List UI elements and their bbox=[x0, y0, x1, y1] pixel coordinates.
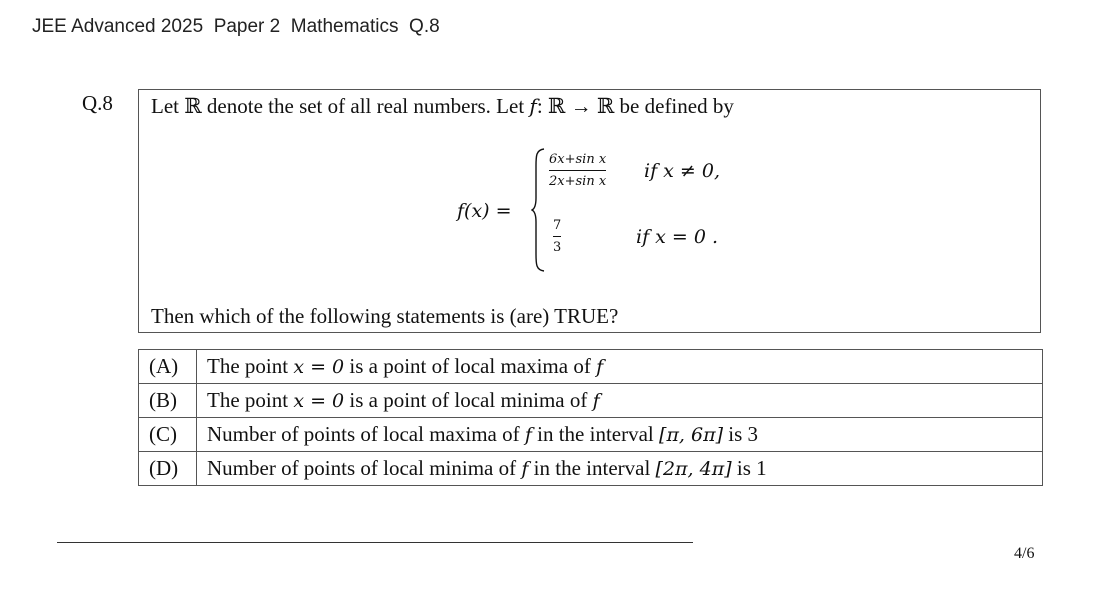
option-tail-text: is 1 bbox=[731, 456, 767, 480]
question-number: Q.8 bbox=[82, 91, 113, 115]
case1-condition: if x ≠ 0, bbox=[644, 160, 720, 182]
question-followup: Then which of the following statements is (are) TRUE? bbox=[151, 304, 619, 328]
option-text-pre: Number of points of local maxima of bbox=[207, 422, 525, 446]
option-text-post: is a point of local maxima of bbox=[344, 354, 597, 378]
option-math: x = 0 bbox=[293, 356, 345, 378]
option-label: (B) bbox=[139, 384, 197, 418]
option-text bbox=[197, 384, 1043, 418]
case2-condition: if x = 0 . bbox=[636, 226, 719, 248]
option-row-c[interactable] bbox=[139, 418, 1043, 452]
option-math: f bbox=[524, 424, 532, 446]
case2-denominator: 3 bbox=[553, 240, 562, 255]
question-stem bbox=[151, 94, 734, 119]
stem-text-1: Let ℝ denote the set of all real numbers. Let bbox=[151, 94, 530, 118]
option-text-post: is a point of local minima of bbox=[344, 388, 593, 412]
option-tail-math: [2π, 4π] bbox=[655, 458, 732, 480]
footer-rule bbox=[57, 542, 693, 543]
option-text-pre: The point bbox=[207, 354, 294, 378]
case1-denominator: 2x+sin x bbox=[549, 174, 607, 189]
case1-fraction bbox=[549, 152, 606, 189]
option-math: x = 0 bbox=[293, 390, 345, 412]
option-row-d[interactable] bbox=[139, 452, 1043, 486]
question-box bbox=[138, 89, 1041, 333]
option-tail-math: f bbox=[596, 356, 604, 378]
stem-text-2: : ℝ → ℝ be defined by bbox=[536, 94, 734, 118]
option-text-pre: Number of points of local minima of bbox=[207, 456, 522, 480]
option-text-pre: The point bbox=[207, 388, 294, 412]
option-row-b[interactable] bbox=[139, 384, 1043, 418]
piecewise-brace bbox=[531, 148, 545, 272]
case2-numerator: 7 bbox=[553, 218, 562, 233]
option-label: (C) bbox=[139, 418, 197, 452]
option-tail-text: is 3 bbox=[723, 422, 759, 446]
case2-fraction bbox=[553, 218, 561, 255]
case1-numerator: 6x+sin x bbox=[549, 152, 607, 167]
options-table bbox=[138, 349, 1043, 486]
fraction-bar bbox=[553, 236, 561, 237]
fraction-bar bbox=[549, 170, 606, 171]
option-text bbox=[197, 350, 1043, 384]
stem-function-symbol: f bbox=[529, 94, 537, 118]
option-label: (D) bbox=[139, 452, 197, 486]
page-header: JEE Advanced 2025 Paper 2 Mathematics Q.8 bbox=[32, 16, 440, 37]
function-lhs: f(x) = bbox=[457, 200, 512, 222]
option-text bbox=[197, 418, 1043, 452]
option-row-a[interactable] bbox=[139, 350, 1043, 384]
page-number: 4/6 bbox=[1014, 545, 1035, 562]
option-text-post: in the interval bbox=[528, 456, 656, 480]
option-math: f bbox=[521, 458, 529, 480]
option-text-post: in the interval bbox=[531, 422, 660, 446]
option-tail-math: [π, 6π] bbox=[659, 424, 723, 446]
option-text bbox=[197, 452, 1043, 486]
option-tail-math: f bbox=[592, 390, 600, 412]
option-label: (A) bbox=[139, 350, 197, 384]
